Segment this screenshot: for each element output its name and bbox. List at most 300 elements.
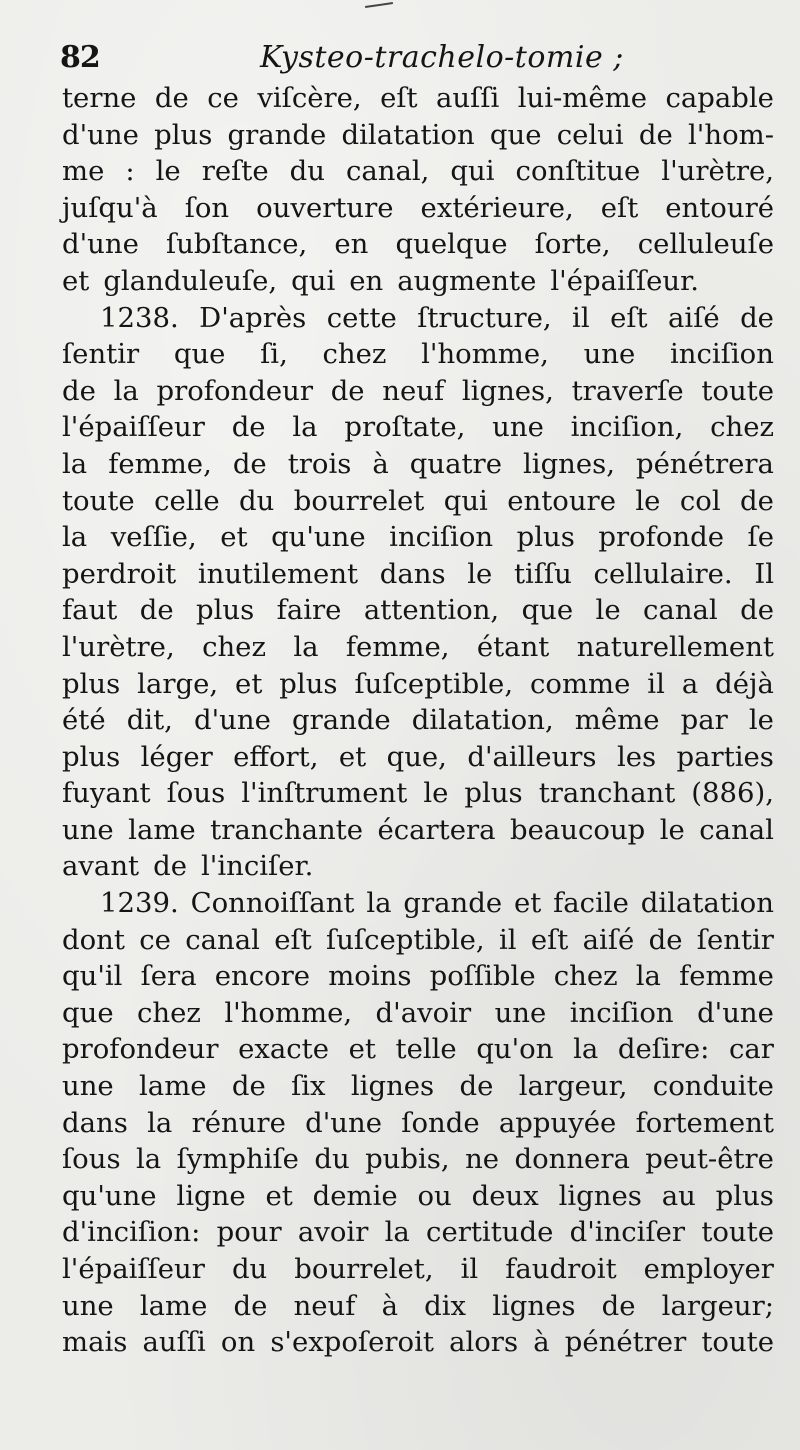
- text-word: et: [220, 521, 248, 554]
- text-word: encore: [214, 960, 311, 993]
- text-word: les: [616, 740, 657, 773]
- text-word: femme: [679, 960, 774, 993]
- text-line: [62, 666, 774, 703]
- text-word: il: [460, 1253, 479, 1285]
- text-word: comme: [529, 667, 631, 700]
- text-word: que: [62, 996, 114, 1029]
- text-word: à: [372, 447, 389, 480]
- text-word: ſorte,: [534, 228, 611, 261]
- text-word: le: [748, 704, 774, 737]
- text-word: la: [366, 887, 392, 920]
- text-word: femme,: [108, 447, 212, 480]
- text-word: à: [533, 1326, 550, 1359]
- text-word: reſte: [201, 155, 269, 188]
- text-word: certitude: [426, 1216, 554, 1249]
- text-word: de: [233, 1289, 268, 1322]
- text-word: auſſi: [142, 1326, 206, 1359]
- text-word: peut-être: [645, 1143, 774, 1176]
- text-line: [62, 409, 774, 446]
- text-word: qu'il: [62, 960, 123, 993]
- text-line: [62, 190, 774, 227]
- text-word: ſuſceptible,: [326, 923, 485, 956]
- text-word: (886),: [691, 777, 774, 810]
- text-word: lui-même: [517, 82, 648, 114]
- text-line: [62, 1214, 774, 1251]
- text-line: [62, 300, 774, 337]
- text-line: [62, 1251, 774, 1288]
- text-word: car: [729, 1033, 774, 1066]
- text-word: cette: [326, 301, 397, 334]
- text-word: léger: [140, 740, 213, 773]
- text-word: deux: [471, 1179, 539, 1212]
- text-word: au: [661, 1179, 696, 1212]
- text-word: de: [648, 923, 683, 956]
- text-word: le: [635, 484, 661, 517]
- text-line: [62, 117, 774, 154]
- text-word: ſentir: [62, 338, 140, 371]
- text-word: d'une: [697, 996, 774, 1029]
- text-word: entoure: [507, 484, 616, 517]
- text-line: [62, 885, 774, 922]
- text-line: [62, 739, 774, 776]
- text-word: de: [153, 850, 187, 883]
- text-line: [62, 922, 774, 959]
- text-word: tiſſu: [513, 557, 572, 590]
- text-word: ſera: [140, 960, 197, 993]
- text-word: ne: [465, 1143, 500, 1176]
- text-word: neuf: [382, 374, 445, 407]
- text-word: l'épaiſſeur: [62, 411, 205, 444]
- text-word: d'ailleurs: [467, 740, 597, 773]
- text-word: lame: [139, 1289, 208, 1322]
- text-word: neuf: [293, 1289, 356, 1322]
- text-word: ſentir: [696, 923, 774, 956]
- text-word: en: [334, 228, 369, 261]
- text-word: l'épaiſſeur.: [550, 264, 699, 297]
- text-word: pubis,: [365, 1143, 450, 1176]
- text-word: l'homme,: [421, 338, 549, 371]
- text-word: il: [647, 667, 665, 700]
- text-word: pénétrer: [564, 1326, 687, 1359]
- text-word: dilatation,: [411, 704, 554, 737]
- text-word: grande: [227, 118, 327, 151]
- text-word: l'inciſer.: [200, 850, 314, 883]
- text-word: il: [572, 301, 590, 334]
- text-word: largeur,: [518, 1070, 628, 1103]
- text-word: s'expoſeroit: [270, 1326, 434, 1359]
- text-word: cellulaire.: [593, 557, 733, 590]
- text-word: ſymphiſe: [176, 1143, 299, 1176]
- text-word: bourrelet,: [294, 1253, 434, 1285]
- text-word: capable: [665, 82, 774, 114]
- text-word: même: [574, 704, 660, 737]
- text-line: [62, 702, 774, 739]
- text-word: eſt: [600, 191, 639, 224]
- text-word: profondeur: [62, 1033, 219, 1066]
- text-word: conduite: [652, 1070, 774, 1103]
- text-word: chez: [322, 338, 387, 371]
- text-word: la: [293, 630, 319, 663]
- text-word: d'inciſer: [569, 1216, 686, 1249]
- text-word: qui: [443, 484, 488, 517]
- text-line: [62, 153, 774, 190]
- text-word: déjà: [715, 667, 774, 700]
- text-word: lignes: [350, 1070, 435, 1103]
- text-word: d'une: [62, 118, 139, 151]
- text-word: et: [338, 740, 367, 773]
- text-word: beaucoup: [510, 813, 646, 846]
- text-line: [62, 556, 774, 593]
- text-word: auſſi: [436, 82, 500, 114]
- text-word: inciſion,: [570, 411, 684, 444]
- text-word: ou: [417, 1179, 452, 1212]
- text-word: que: [489, 118, 542, 151]
- text-word: 1238.: [100, 301, 179, 334]
- text-word: chez: [553, 960, 618, 993]
- text-word: la: [635, 960, 661, 993]
- text-word: canal,: [345, 155, 430, 188]
- text-word: plus: [196, 594, 255, 627]
- text-word: ſix: [291, 1070, 326, 1103]
- text-word: eſt: [610, 301, 648, 334]
- text-word: ouverture: [256, 191, 394, 224]
- text-word: ſtructure,: [417, 301, 552, 334]
- text-word: étant: [476, 630, 550, 663]
- text-word: qu'une: [271, 521, 366, 554]
- text-word: une: [62, 1070, 114, 1103]
- text-word: effort,: [233, 740, 319, 773]
- text-word: ſous: [62, 1143, 121, 1176]
- text-word: inutilement: [197, 557, 359, 590]
- text-word: employer: [643, 1253, 774, 1285]
- text-word: la: [384, 1216, 410, 1249]
- text-word: la: [113, 374, 139, 407]
- text-word: lignes,: [461, 374, 554, 407]
- text-word: l'urètre,: [62, 630, 175, 663]
- text-word: qui: [450, 155, 495, 188]
- text-word: il: [498, 923, 517, 956]
- text-word: et: [513, 887, 542, 920]
- text-word: lignes: [492, 1289, 576, 1322]
- text-word: d'inciſion:: [62, 1216, 201, 1249]
- text-word: Connoiſſant: [190, 887, 355, 920]
- text-line: [62, 1324, 774, 1361]
- text-word: du: [289, 155, 325, 188]
- text-word: tranchante: [210, 813, 364, 846]
- text-word: appuyée: [498, 1106, 617, 1139]
- text-word: l'épaiſſeur: [62, 1253, 205, 1285]
- text-word: de: [231, 411, 266, 444]
- text-word: faire: [276, 594, 342, 627]
- text-word: Il: [754, 557, 774, 590]
- text-word: inciſion: [389, 521, 494, 554]
- text-line: [62, 226, 774, 263]
- text-word: avoir: [297, 1216, 369, 1249]
- text-word: ſubſtance,: [166, 228, 308, 261]
- text-word: poſſible: [429, 960, 536, 993]
- text-word: l'inſtrument: [241, 777, 408, 810]
- text-word: chez: [710, 411, 774, 444]
- text-word: de: [740, 301, 774, 334]
- text-word: et: [62, 264, 90, 297]
- text-word: juſqu'à: [62, 191, 158, 224]
- text-word: une: [62, 1289, 114, 1322]
- text-word: D'après: [199, 301, 307, 334]
- text-word: traverſe: [571, 374, 684, 407]
- text-word: ſe: [747, 521, 774, 554]
- text-line: [62, 1068, 774, 1105]
- text-word: le: [467, 557, 493, 590]
- text-word: telle: [395, 1033, 457, 1066]
- text-word: le: [423, 777, 449, 810]
- text-line: [62, 336, 774, 373]
- text-word: canal: [699, 813, 774, 846]
- text-word: femme,: [345, 630, 450, 663]
- text-word: dans: [62, 1106, 128, 1139]
- text-word: moins: [328, 960, 412, 993]
- text-line: [62, 995, 774, 1032]
- text-line: [62, 775, 774, 812]
- text-word: été: [62, 704, 106, 737]
- text-word: que: [173, 338, 226, 371]
- text-word: mais: [62, 1326, 128, 1359]
- text-word: ſonde: [401, 1106, 480, 1139]
- text-word: celle: [154, 484, 220, 517]
- text-word: perdroit: [62, 557, 177, 590]
- text-word: lignes: [558, 1179, 642, 1212]
- text-word: toute: [701, 1326, 774, 1359]
- text-word: chez: [137, 996, 201, 1029]
- text-word: toute: [62, 484, 135, 517]
- text-word: du: [314, 1143, 350, 1176]
- text-word: plus: [516, 521, 575, 554]
- text-word: et: [235, 667, 263, 700]
- text-word: à: [381, 1289, 398, 1322]
- text-word: dont: [62, 923, 125, 956]
- text-word: lame: [128, 813, 196, 846]
- text-word: de: [740, 594, 774, 627]
- text-word: on: [220, 1326, 256, 1359]
- text-word: une: [492, 411, 544, 444]
- page-number: 82: [60, 40, 100, 75]
- text-word: écartera: [377, 813, 496, 846]
- text-word: avant: [62, 850, 140, 883]
- text-word: quelque: [395, 228, 508, 261]
- text-line: [62, 80, 774, 117]
- text-word: de: [459, 1070, 494, 1103]
- text-word: entouré: [665, 191, 774, 224]
- text-word: glanduleuſe,: [103, 264, 278, 297]
- text-word: pénétrera: [636, 447, 774, 480]
- text-word: la: [573, 1033, 599, 1066]
- text-word: lignes,: [522, 447, 616, 480]
- text-word: dit,: [126, 704, 173, 737]
- text-word: inciſion: [569, 996, 674, 1029]
- text-word: :: [125, 155, 135, 188]
- text-word: une: [62, 813, 114, 846]
- text-word: qui: [291, 264, 336, 297]
- text-word: largeur;: [661, 1289, 774, 1322]
- text-word: la: [62, 521, 88, 554]
- text-word: extérieure,: [420, 191, 574, 224]
- text-word: ligne: [176, 1179, 246, 1212]
- text-word: demie: [312, 1179, 398, 1212]
- text-word: quatre: [409, 447, 502, 480]
- running-title: Kysteo-trachelo-tomie ;: [260, 40, 624, 75]
- text-word: parties: [676, 740, 774, 773]
- text-word: ce: [139, 923, 171, 956]
- text-word: proſtate,: [344, 411, 466, 444]
- text-word: la: [147, 1106, 173, 1139]
- text-word: eſt: [530, 923, 569, 956]
- text-word: que,: [386, 740, 447, 773]
- text-word: de: [154, 82, 189, 114]
- text-line: [62, 592, 774, 629]
- text-word: grande: [291, 704, 391, 737]
- text-word: de: [638, 118, 673, 151]
- text-word: lame: [139, 1070, 207, 1103]
- text-word: du: [239, 484, 275, 517]
- text-word: eſt: [274, 923, 312, 956]
- text-word: la: [62, 447, 88, 480]
- text-word: aiſé: [582, 923, 635, 956]
- text-line: [62, 1031, 774, 1068]
- text-word: viſcère,: [257, 82, 362, 114]
- text-word: large,: [137, 667, 219, 700]
- text-word: eſt: [380, 82, 418, 114]
- text-word: profondeur: [156, 374, 313, 407]
- text-word: attention,: [363, 594, 500, 627]
- text-word: toute: [701, 1216, 774, 1249]
- text-word: fortement: [635, 1106, 774, 1139]
- text-line: [62, 958, 774, 995]
- text-word: une: [494, 996, 547, 1029]
- text-word: d'une: [194, 704, 271, 737]
- text-word: la: [292, 411, 318, 444]
- text-word: plus: [154, 118, 213, 151]
- text-word: de: [232, 447, 267, 480]
- text-line: [62, 519, 774, 556]
- text-word: canal: [643, 594, 718, 627]
- text-word: aiſé: [668, 301, 720, 334]
- text-word: l'hom-: [688, 118, 774, 151]
- text-word: rénure: [191, 1106, 286, 1139]
- text-line: [62, 1178, 774, 1215]
- text-word: du: [231, 1253, 268, 1285]
- text-word: plus: [279, 667, 338, 700]
- text-word: dilatation: [640, 887, 774, 920]
- text-word: 1239.: [100, 887, 179, 920]
- text-word: et: [348, 1033, 376, 1066]
- text-word: le: [659, 813, 685, 846]
- text-word: col: [679, 484, 721, 517]
- text-word: terne: [62, 82, 137, 114]
- text-word: donnera: [514, 1143, 630, 1176]
- text-word: facile: [553, 887, 629, 920]
- text-word: celui: [556, 118, 624, 151]
- text-word: faudroit: [505, 1253, 617, 1285]
- text-word: celluleuſe: [637, 228, 774, 261]
- text-word: en: [349, 264, 384, 297]
- text-line: [62, 1105, 774, 1142]
- text-word: de: [139, 594, 174, 627]
- text-word: l'homme,: [224, 996, 353, 1029]
- text-word: d'une: [305, 1106, 383, 1139]
- text-word: veſſie,: [110, 521, 197, 554]
- text-word: exacte: [238, 1033, 329, 1066]
- text-word: par: [680, 704, 728, 737]
- text-line: [62, 1288, 774, 1325]
- text-word: tranchant: [538, 777, 676, 810]
- text-word: plus: [464, 777, 523, 810]
- text-word: de: [601, 1289, 636, 1322]
- text-word: ſuſceptible,: [354, 667, 514, 700]
- text-word: ſi,: [260, 338, 288, 371]
- text-word: toute: [701, 374, 774, 407]
- text-word: faut: [62, 594, 118, 627]
- text-word: et: [265, 1179, 293, 1212]
- text-word: dilatation: [341, 118, 475, 151]
- text-word: plus: [62, 667, 121, 700]
- text-word: ce: [207, 82, 239, 114]
- text-word: canal: [185, 923, 260, 956]
- text-word: la: [135, 1143, 162, 1176]
- text-word: pour: [216, 1216, 282, 1249]
- text-line: [62, 848, 774, 885]
- text-word: de: [330, 374, 365, 407]
- text-word: l'urètre,: [661, 155, 774, 188]
- text-line: [62, 373, 774, 410]
- text-word: alors: [449, 1326, 519, 1359]
- text-word: ſon: [184, 191, 230, 224]
- text-word: qu'on: [476, 1033, 554, 1066]
- body-text: [62, 80, 774, 1361]
- text-line: [62, 1141, 774, 1178]
- text-word: a: [681, 667, 699, 700]
- text-word: inciſion: [669, 338, 774, 371]
- text-word: plus: [715, 1179, 774, 1212]
- text-word: ſous: [166, 777, 226, 810]
- text-word: que: [521, 594, 574, 627]
- text-word: conſtitue: [515, 155, 641, 188]
- page-header: [60, 40, 760, 82]
- text-word: naturellement: [576, 630, 774, 663]
- text-word: chez: [202, 630, 266, 663]
- text-word: de: [62, 374, 96, 407]
- text-line: [62, 812, 774, 849]
- text-word: fuyant: [62, 777, 151, 810]
- text-word: de: [740, 484, 774, 517]
- text-line: [62, 446, 774, 483]
- text-word: grande: [403, 887, 503, 920]
- text-word: profonde: [598, 521, 725, 554]
- text-word: d'une: [62, 228, 139, 261]
- text-word: augmente: [397, 264, 537, 297]
- text-word: dix: [424, 1289, 467, 1322]
- text-word: plus: [62, 740, 121, 773]
- text-word: une: [583, 338, 636, 371]
- text-word: me: [62, 155, 105, 188]
- text-line: [62, 629, 774, 666]
- text-word: d'avoir: [375, 996, 472, 1029]
- page-edge-mark: [365, 2, 393, 8]
- text-word: le: [595, 594, 621, 627]
- text-line: [62, 263, 774, 300]
- text-word: trois: [287, 447, 352, 480]
- text-word: bourrelet: [293, 484, 425, 517]
- text-word: de: [231, 1070, 266, 1103]
- text-word: le: [155, 155, 181, 188]
